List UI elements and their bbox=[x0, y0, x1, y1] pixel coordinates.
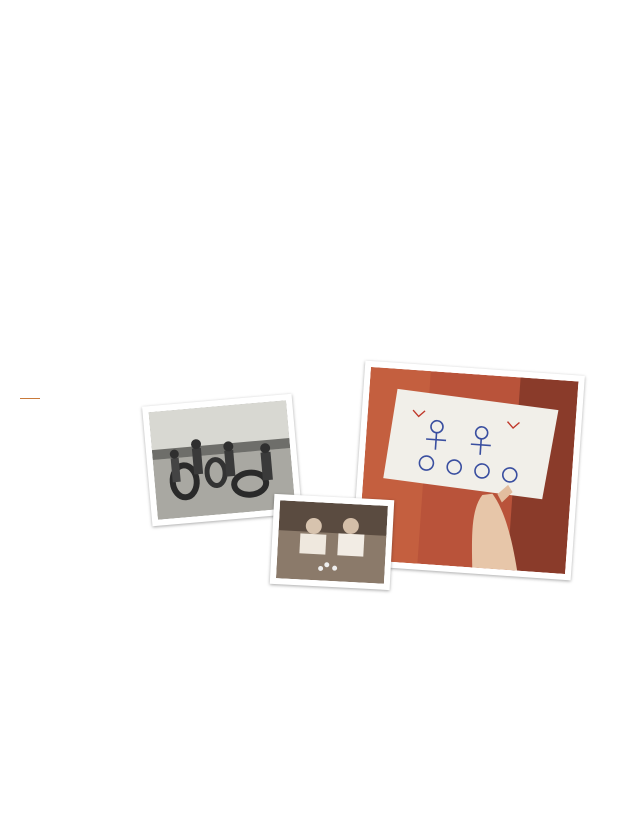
photo-payana-game bbox=[270, 494, 395, 590]
bottom-text-block bbox=[178, 633, 570, 636]
photo-payana-game-image bbox=[276, 500, 388, 584]
page-number-rule bbox=[20, 398, 40, 399]
